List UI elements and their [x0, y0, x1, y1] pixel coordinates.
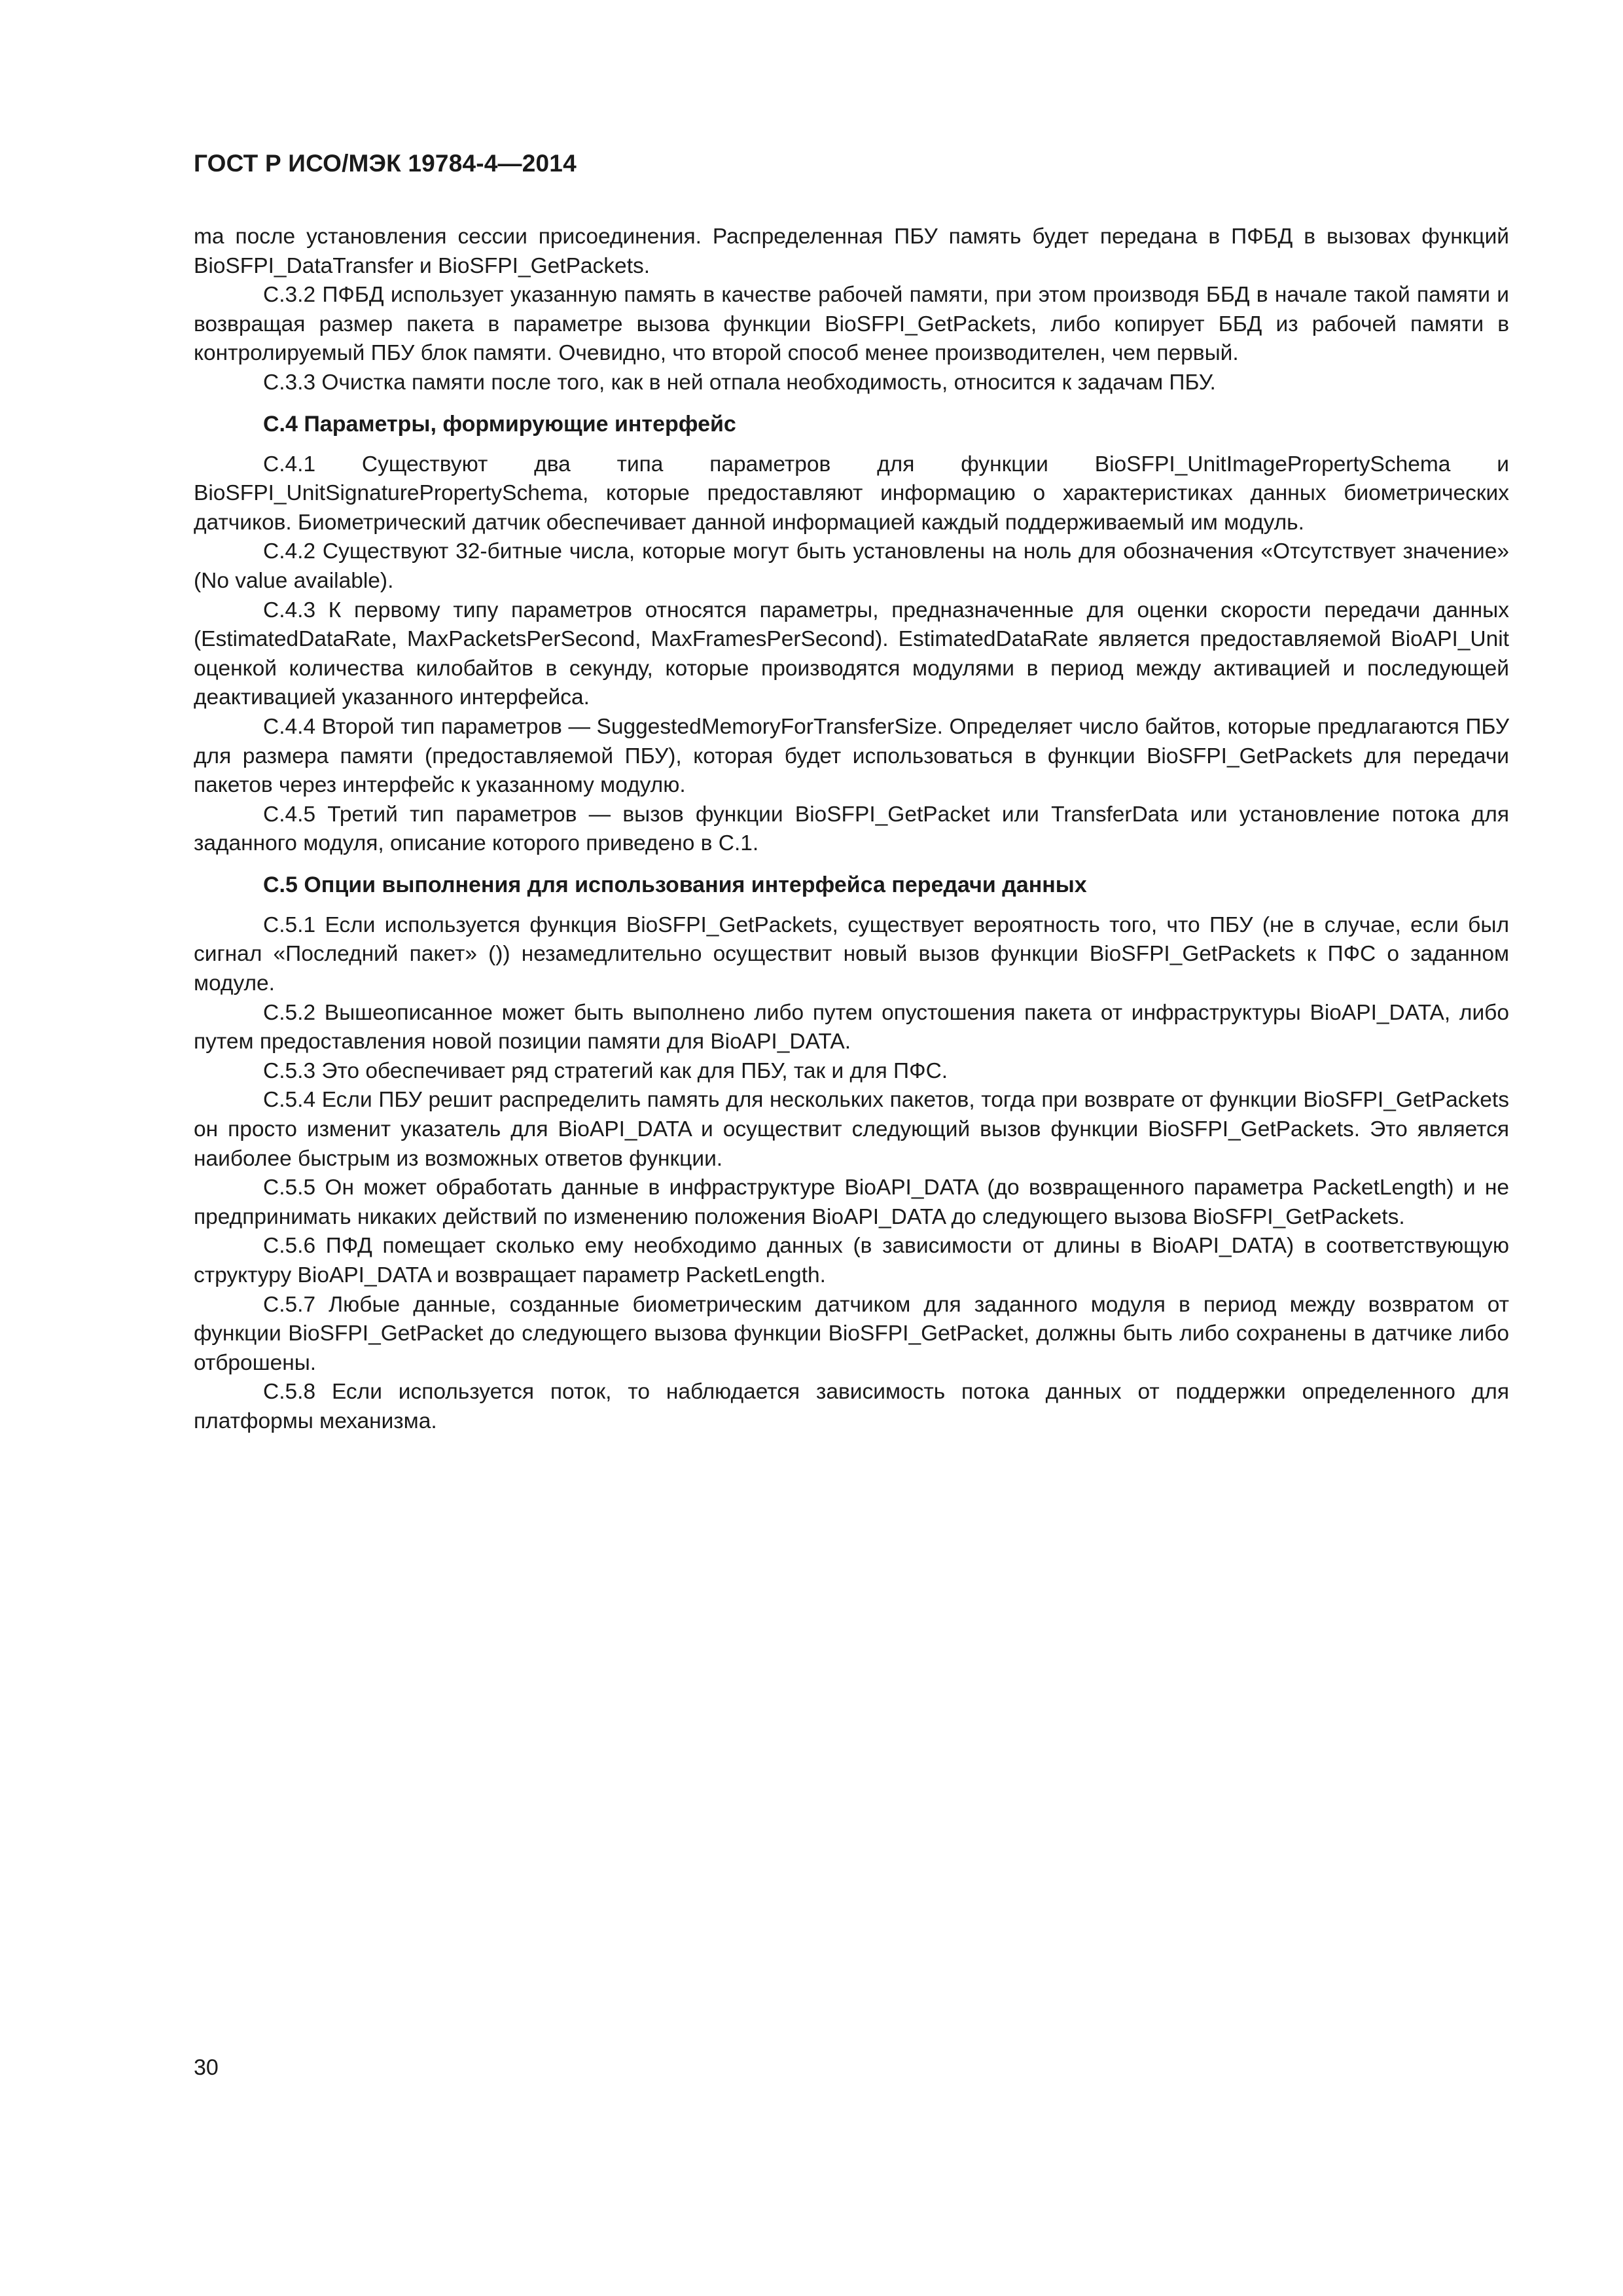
paragraph-c3-2: C.3.2 ПФБД использует указанную память в качестве рабочей памяти, при этом производя ББД в начале такой памяти и возвращая размер пакета в параметре вызова функции BioSFPI_GetPackets, либо копирует ББД из рабочей памяти в контролируемый ПБУ блок памяти. Очевидно, что второй способ менее производителен, чем первый. [194, 283, 1509, 366]
paragraph-continuation: ma после установления сессии присоединения. Распределенная ПБУ память будет передана в ПФБД в вызовах функций BioSFPI_DataTransfer и BioSFPI_GetPackets. [194, 224, 1509, 278]
paragraph-c3-3: C.3.3 Очистка памяти после того, как в ней отпала необходимость, относится к задачам ПБУ. [263, 370, 1216, 395]
document-body [194, 223, 1509, 1437]
paragraph-c5-3: C.5.3 Это обеспечивает ряд стратегий как для ПБУ, так и для ПФС. [263, 1058, 948, 1083]
paragraph-c4-4: C.4.4 Второй тип параметров — SuggestedMemoryForTransferSize. Определяет число байтов, которые предлагаются ПБУ для размера памяти (предоставляемой ПБУ), которая будет использоваться в функции BioSFPI_GetPackets для передачи пакетов через интерфейс к указанному модулю. [194, 714, 1509, 798]
section-heading-c4: C.4 Параметры, формирующие интерфейс [263, 411, 736, 437]
paragraph-c5-1: C.5.1 Если используется функция BioSFPI_GetPackets, существует вероятность того, что ПБУ (не в случае, если был сигнал «Последний пакет» ()) незамедлительно осуществит новый вызов функции BioSFPI_GetPackets к ПФС о заданном модуле. [194, 912, 1509, 996]
paragraph-c5-8: C.5.8 Если используется поток, то наблюдается зависимость потока данных от поддержки определенного для платформы механизма. [194, 1380, 1509, 1433]
paragraph-c4-1: C.4.1 Существуют два типа параметров для функции BioSFPI_UnitImagePropertySchema и BioSFPI_UnitSignaturePropertySchema, которые предоставляют информацию о характеристиках данных биометрических датчиков. Биометрический датчик обеспечивает данной информацией каждый поддерживаемый им модуль. [194, 452, 1509, 535]
page-number: 30 [194, 2055, 219, 2080]
paragraph-c5-2: C.5.2 Вышеописанное может быть выполнено либо путем опустошения пакета от инфраструктуры BioAPI_DATA, либо путем предоставления новой позиции памяти для BioAPI_DATA. [194, 1000, 1509, 1054]
paragraph-c5-4: C.5.4 Если ПБУ решит распределить память для нескольких пакетов, тогда при возврате от функции BioSFPI_GetPackets он просто изменит указатель для BioAPI_DATA и осуществит следующий вызов функции BioSFPI_GetPackets. Это является наиболее быстрым из возможных ответов функции. [194, 1088, 1509, 1171]
paragraph-c5-6: C.5.6 ПФД помещает сколько ему необходимо данных (в зависимости от длины в BioAPI_DATA) в соответствующую структуру BioAPI_DATA и возвращает параметр PacketLength. [194, 1234, 1509, 1287]
paragraph-c5-7: C.5.7 Любые данные, созданные биометрическим датчиком для заданного модуля в период между возвратом от функции BioSFPI_GetPacket до следующего вызова функции BioSFPI_GetPacket, должны быть либо сохранены в датчике либо отброшены. [194, 1292, 1509, 1375]
paragraph-c4-5: C.4.5 Третий тип параметров — вызов функции BioSFPI_GetPacket или TransferData или установление потока для заданного модуля, описание которого приведено в C.1. [194, 802, 1509, 856]
paragraph-c5-5: C.5.5 Он может обработать данные в инфраструктуре BioAPI_DATA (до возвращенного параметра PacketLength) и не предпринимать никаких действий по изменению положения BioAPI_DATA до следующего вызова BioSFPI_GetPackets. [194, 1175, 1509, 1229]
paragraph-c4-2: C.4.2 Существуют 32-битные числа, которые могут быть установлены на ноль для обозначения «Отсутствует значение» (No value available). [194, 539, 1509, 593]
paragraph-c4-3: C.4.3 К первому типу параметров относятся параметры, предназначенные для оценки скорости передачи данных (EstimatedDataRate, MaxPacketsPerSecond, MaxFramesPerSecond). EstimatedDataRate является предоставляемой BioAPI_Unit оценкой количества килобайтов в секунду, которые производятся модулями в период между активацией и последующей деактивацией указанного интерфейса. [194, 598, 1509, 710]
section-heading-c5: C.5 Опции выполнения для использования интерфейса передачи данных [263, 872, 1087, 897]
document-header-title: ГОСТ Р ИСО/МЭК 19784-4—2014 [194, 150, 577, 177]
